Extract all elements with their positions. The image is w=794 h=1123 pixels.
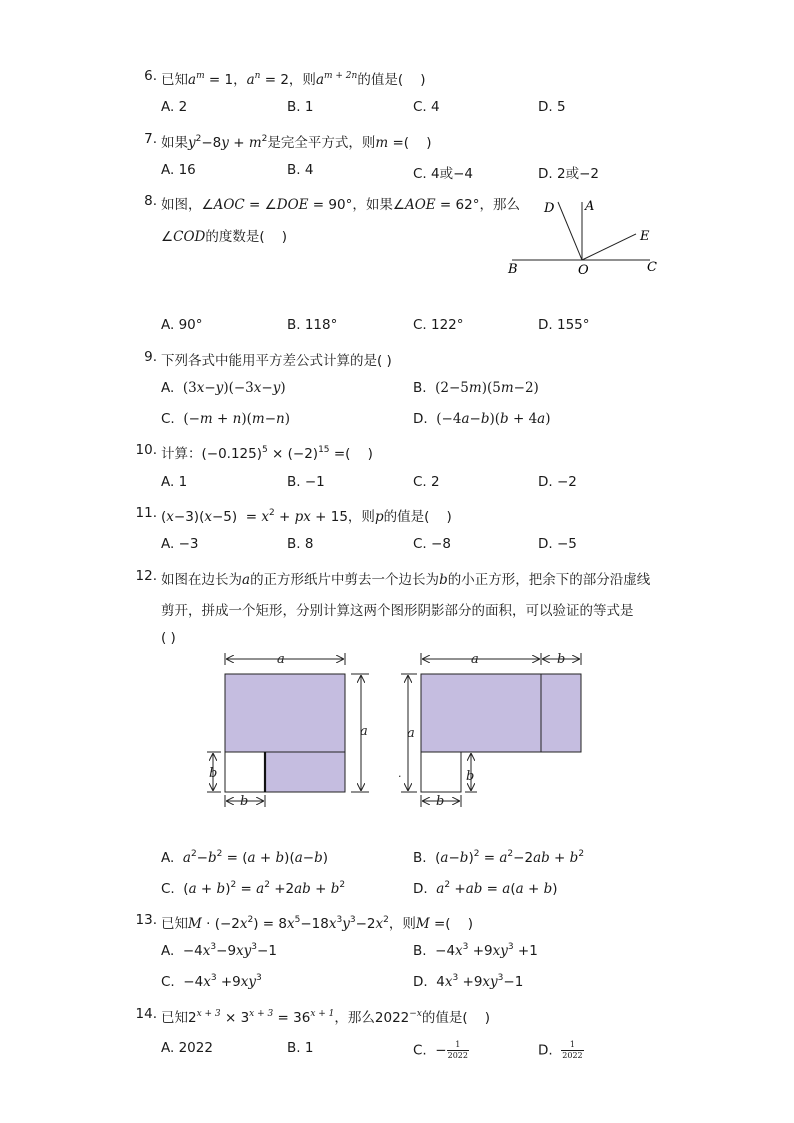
option-b: B. $-4x^3 +9xy^3 +1$ bbox=[413, 942, 538, 959]
stray-dot: . bbox=[398, 767, 402, 780]
option-b: B. 1 bbox=[287, 99, 314, 115]
label-b: B bbox=[508, 262, 518, 277]
label-o: O bbox=[578, 263, 589, 278]
question-number: 12. bbox=[135, 568, 157, 584]
option-c: C. −8 bbox=[413, 536, 451, 552]
option-c: C. 122° bbox=[413, 317, 464, 333]
option-a: A. 2 bbox=[161, 99, 188, 115]
question-number: 8. bbox=[144, 193, 157, 209]
option-c: C. $-4x^3 +9xy^3$ bbox=[161, 973, 262, 990]
label-b-bottom-left: b bbox=[240, 794, 249, 809]
option-a: A. 16 bbox=[161, 162, 196, 178]
question-stem: 计算：$(-0.125)^5 \times (-2)^{15}$ =( ) bbox=[161, 445, 373, 462]
option-a: A. −3 bbox=[161, 536, 199, 552]
label-b-side-left: b bbox=[209, 766, 218, 781]
cut-square-right bbox=[421, 752, 461, 792]
question-number: 10. bbox=[135, 442, 157, 458]
option-d: D. 2或−2 bbox=[538, 166, 599, 182]
question-stem-line3: ( ) bbox=[161, 630, 176, 646]
shaded-main-right bbox=[421, 674, 541, 752]
option-c: C. $(a + b)^2 = a^2 +2ab + b^2$ bbox=[161, 880, 346, 897]
square-rectangle-figure bbox=[195, 645, 595, 815]
option-d: D. 5 bbox=[538, 99, 566, 115]
option-d: D. $\frac{1}{2022}$ bbox=[538, 1040, 583, 1060]
label-a-right-left: a bbox=[360, 724, 368, 739]
question-stem-line2: ∠COD的度数是( ) bbox=[161, 229, 288, 245]
option-d: D. −5 bbox=[538, 536, 577, 552]
question-number: 7. bbox=[144, 131, 157, 147]
option-b: B. $(a-b)^2 = a^2-2ab + b^2$ bbox=[413, 849, 585, 866]
question-stem: 已知$M \cdot (-2x^2) = 8x^5-18x^3y^3-2x^2$，则M =( ) bbox=[161, 915, 473, 932]
option-b: B. 8 bbox=[287, 536, 314, 552]
option-b: B. 1 bbox=[287, 1040, 314, 1056]
question-stem-line2: 剪开，拼成一个矩形，分别计算这两个图形阴影部分的面积，可以验证的等式是 bbox=[161, 603, 634, 619]
label-a-left-right: a bbox=[407, 726, 415, 741]
question-stem: 已知$a^m = 1$，$a^n = 2$，则$a^{m + 2n}$的值是( ) bbox=[161, 71, 426, 88]
angle-figure bbox=[500, 190, 670, 280]
cut-square-left bbox=[225, 752, 265, 792]
shaded-strip-right bbox=[541, 674, 581, 752]
option-c: C. 2 bbox=[413, 474, 440, 490]
option-b: B. −1 bbox=[287, 474, 325, 490]
option-a: A. 90° bbox=[161, 317, 203, 333]
label-b-side-right: b bbox=[466, 769, 475, 784]
option-d: D. $a^2 +ab = a(a + b)$ bbox=[413, 880, 558, 897]
question-number: 11. bbox=[135, 505, 157, 521]
label-d: D bbox=[544, 201, 555, 216]
question-number: 14. bbox=[135, 1006, 157, 1022]
option-c: C. − $\frac{1}{2022}$ bbox=[413, 1040, 468, 1060]
shaded-top-left bbox=[225, 674, 345, 752]
question-stem: 已知$2^{x + 3} \times 3^{x + 3} = 36^{x + 1}$，那么$2022^{-x}$的值是( ) bbox=[161, 1009, 491, 1026]
question-stem: $(x-3)(x-5) = x^2$ + px + 15，则p的值是( ) bbox=[161, 508, 452, 525]
question-stem: 如图，∠AOC = ∠DOE = 90°，如果∠AOE = 62°，那么 bbox=[161, 197, 520, 213]
option-b: B. 118° bbox=[287, 317, 338, 333]
option-c: C. 4 bbox=[413, 99, 440, 115]
shaded-bottom-left bbox=[265, 752, 345, 792]
option-a: A. $-4x^3-9xy^3-1$ bbox=[161, 942, 277, 959]
option-a: A. $a^2-b^2 = (a + b)(a-b)$ bbox=[161, 849, 329, 866]
label-a: A bbox=[585, 199, 595, 214]
option-a: A. 2022 bbox=[161, 1040, 213, 1056]
question-stem: 如图在边长为a的正方形纸片中剪去一个边长为b的小正方形，把余下的部分沿虚线 bbox=[161, 572, 651, 588]
option-d: D. 155° bbox=[538, 317, 590, 333]
label-a-top-left: a bbox=[277, 652, 285, 667]
option-c: C. 4或−4 bbox=[413, 166, 473, 182]
option-a: A. 1 bbox=[161, 474, 188, 490]
option-c: C. (−m + n)(m−n) bbox=[161, 411, 290, 427]
option-d: D. −2 bbox=[538, 474, 577, 490]
question-stem: 如果$y^2-8y + m^2$是完全平方式，则m =( ) bbox=[161, 134, 432, 151]
label-a-top-right: a bbox=[471, 652, 479, 667]
label-e: E bbox=[640, 229, 650, 244]
question-stem: 下列各式中能用平方差公式计算的是( ) bbox=[161, 353, 392, 369]
label-b-top-right: b bbox=[557, 652, 566, 667]
option-b: B. 4 bbox=[287, 162, 314, 178]
question-number: 9. bbox=[144, 349, 157, 365]
label-c: C bbox=[647, 260, 657, 275]
option-d: D. $4x^3 +9xy^3-1$ bbox=[413, 973, 524, 990]
option-b: B. (2−5m)(5m−2) bbox=[413, 380, 539, 396]
question-number: 6. bbox=[144, 68, 157, 84]
option-d: D. (−4a−b)(b + 4a) bbox=[413, 411, 551, 427]
question-number: 13. bbox=[135, 912, 157, 928]
option-a: A. (3x−y)(−3x−y) bbox=[161, 380, 286, 396]
label-b-bottom-right: b bbox=[436, 794, 445, 809]
